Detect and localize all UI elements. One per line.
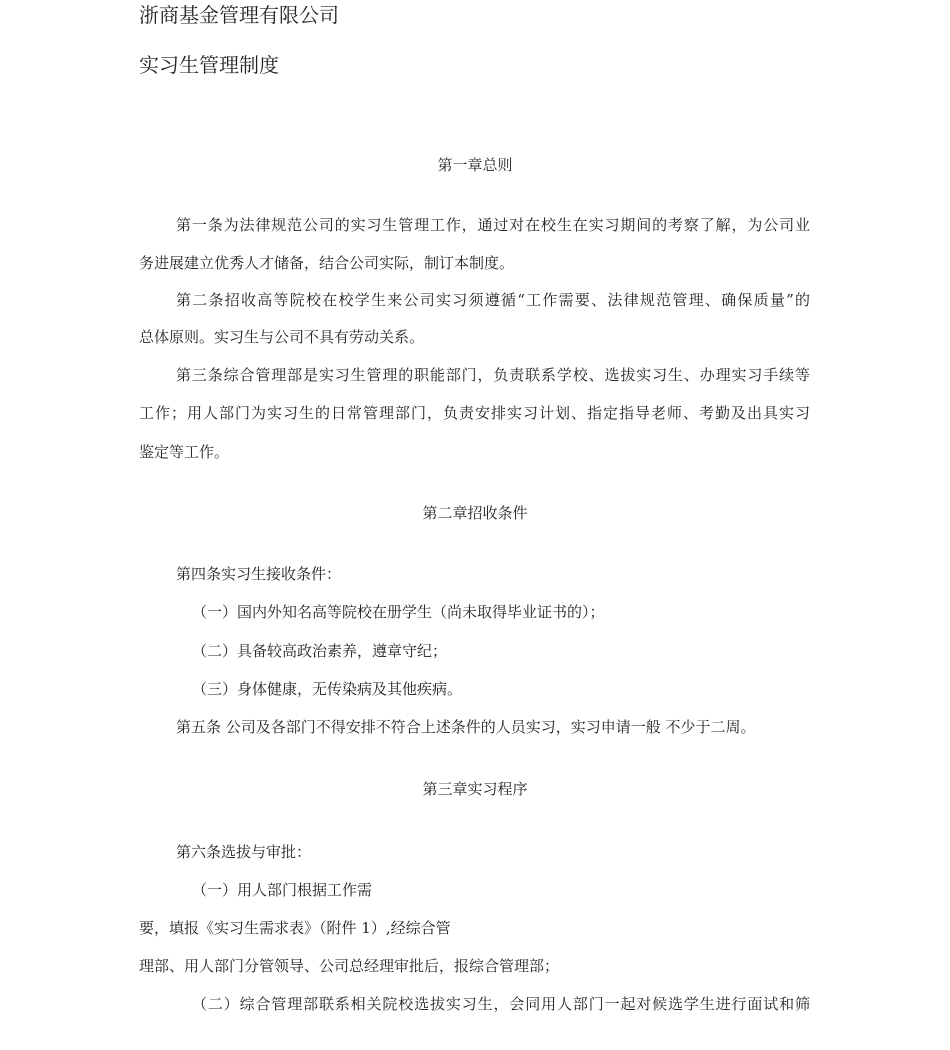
document-title: 实习生管理制度 [139,53,279,77]
article-6-item-1-line-1: （一）用人部门根据工作需 [192,881,373,899]
article-4-item-2: （二）具备较高政治素养，遵章守纪； [192,642,448,660]
article-3-line-1: 第三条综合管理部是实习生管理的职能部门，负责联系学校、选拔实习生、办理实习手续等 [176,366,810,384]
article-3-line-2: 工作；用人部门为实习生的日常管理部门，负责安排实习计划、指定指导老师、考勤及出具实习 [139,404,810,422]
chapter-3-title: 第三章实习程序 [422,780,528,798]
article-3-line-3: 鉴定等工作。 [139,443,230,461]
article-4-item-1: （一）国内外知名高等院校在册学生（尚未取得毕业证书的）； [192,603,605,621]
company-name: 浙商基金管理有限公司 [139,3,339,27]
article-2-line-1: 第二条招收高等院校在校学生来公司实习须遵循“工作需要、法律规范管理、确保质量”的 [176,291,810,309]
article-2-line-2: 总体原则。实习生与公司不具有劳动关系。 [139,328,425,346]
article-4: 第四条实习生接收条件： [176,565,342,583]
article-6-item-1-line-2: 要，填报《实习生需求表》（附件 1）,经综合管 [139,919,451,937]
article-5: 第五条 公司及各部门不得安排不符合上述条件的人员实习，实习申请一般 不少于二周。 [176,718,756,736]
article-1-line-2: 务进展建立优秀人才储备，结合公司实际，制订本制度。 [139,254,515,272]
article-4-item-3: （三）身体健康，无传染病及其他疾病。 [192,680,463,698]
article-6: 第六条选拔与审批： [176,843,312,861]
article-6-item-1-line-3: 理部、用人部门分管领导、公司总经理审批后，报综合管理部； [139,957,560,975]
chapter-1-title: 第一章总则 [437,156,513,174]
article-1-line-1: 第一条为法律规范公司的实习生管理工作，通过对在校生在实习期间的考察了解，为公司业 [176,216,810,234]
article-6-item-2-line-1: （二）综合管理部联系相关院校选拔实习生，会同用人部门一起对候选学生进行面试和筛 [192,995,810,1013]
chapter-2-title: 第二章招收条件 [422,504,528,522]
